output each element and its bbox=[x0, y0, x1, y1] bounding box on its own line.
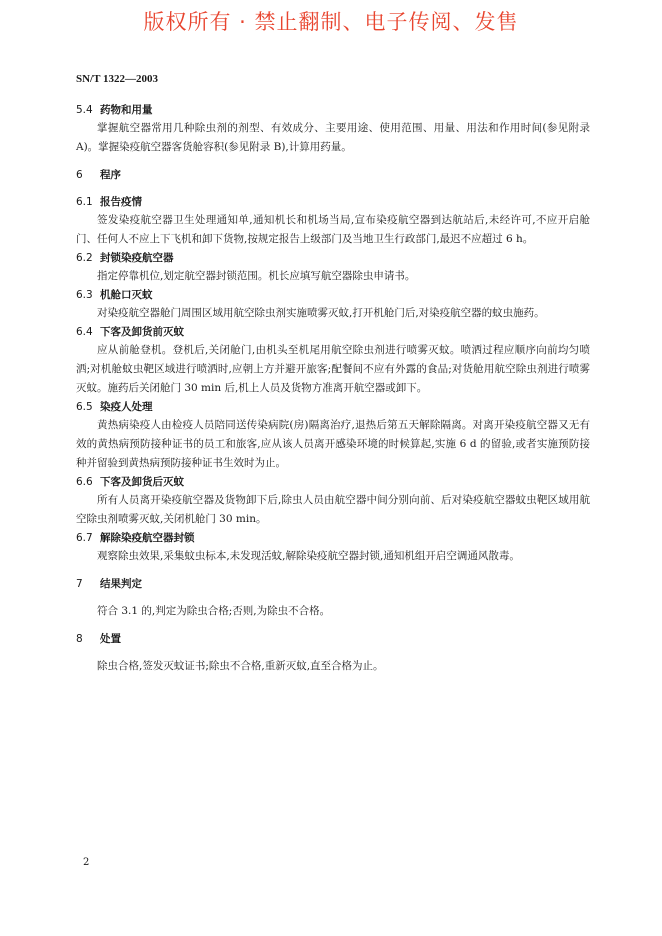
standard-code-header: SN/T 1322—2003 bbox=[76, 73, 159, 85]
section-title: 解除染疫航空器封锁 bbox=[100, 532, 195, 544]
section-paragraph-7: 符合 3.1 的,判定为除虫合格;否则,为除虫不合格。 bbox=[97, 605, 331, 617]
section-heading-7 bbox=[76, 575, 590, 593]
section-number: 6.3 bbox=[76, 289, 93, 301]
section-paragraph-6-7: 观察除虫效果,采集蚊虫标本,未发现活蚊,解除染疫航空器封锁,通知机组开启空调通风散毒。 bbox=[97, 550, 520, 562]
section-heading-6-5 bbox=[76, 398, 590, 416]
section-paragraph-5-4: 掌握航空器常用几种除虫剂的剂型、有效成分、主要用途、使用范围、用量、用法和作用时间(参见附录 A)。掌握染疫航空器客货舱容积(参见附录 B),计算用药量。 bbox=[76, 122, 590, 153]
section-title: 封锁染疫航空器 bbox=[100, 252, 174, 264]
section-paragraph-6-4: 应从前舱登机。登机后,关闭舱门,由机头至机尾用航空除虫剂进行喷雾灭蚊。喷洒过程应顺序向前均匀喷洒;对机舱蚊虫靶区域进行喷洒时,应朝上方并避开旅客;配餐间不应有外露的食品;对货舱用航空除虫剂进行喷雾灭蚊。施药后关闭舱门 30 min 后,机上人员及货物方准离开航空器或卸下。 bbox=[76, 344, 590, 394]
section-number: 6.7 bbox=[76, 532, 93, 544]
section-title: 报告疫情 bbox=[100, 196, 142, 208]
section-title: 机舱口灭蚊 bbox=[100, 289, 153, 301]
section-title: 处置 bbox=[100, 633, 121, 645]
section-heading-8 bbox=[76, 630, 590, 648]
section-number: 6.6 bbox=[76, 476, 93, 488]
section-title: 程序 bbox=[100, 169, 121, 181]
section-number: 6.2 bbox=[76, 252, 93, 264]
document-body bbox=[76, 101, 590, 676]
section-heading-6-6 bbox=[76, 473, 590, 491]
section-paragraph-6-1: 签发染疫航空器卫生处理通知单,通知机长和机场当局,宣布染疫航空器到达航站后,未经许可,不应开启舱门、任何人不应上下飞机和卸下货物,按规定报告上级部门及当地卫生行政部门,最迟不应超过 6 h。 bbox=[76, 214, 590, 245]
section-heading-5-4 bbox=[76, 101, 590, 119]
section-title: 药物和用量 bbox=[100, 104, 153, 116]
section-title: 下客及卸货后灭蚊 bbox=[100, 476, 184, 488]
section-heading-6-7 bbox=[76, 529, 590, 547]
section-number: 6 bbox=[76, 169, 83, 181]
section-paragraph-6-6: 所有人员离开染疫航空器及货物卸下后,除虫人员由航空器中间分别向前、后对染疫航空器蚊虫靶区域用航空除虫剂喷雾灭蚊,关闭机舱门 30 min。 bbox=[76, 494, 590, 525]
page-number: 2 bbox=[83, 857, 90, 868]
section-number: 7 bbox=[76, 578, 83, 590]
section-paragraph-6-5: 黄热病染疫人由检疫人员陪同送传染病院(房)隔离治疗,退热后第五天解除隔离。对离开染疫航空器又无有效的黄热病预防接种证书的员工和旅客,应从该人员离开感染环境的时候算起,实施 6 d 的留验,或者实施预防接种并留验到黄热病预防接种证书生效时为止。 bbox=[76, 419, 590, 469]
section-heading-6-2 bbox=[76, 249, 590, 267]
section-heading-6-3 bbox=[76, 286, 590, 304]
section-number: 6.5 bbox=[76, 401, 93, 413]
watermark-banner: 版权所有 · 禁止翻制、电子传阅、发售 bbox=[143, 10, 519, 34]
section-title: 结果判定 bbox=[100, 578, 142, 590]
section-number: 5.4 bbox=[76, 104, 93, 116]
section-title: 下客及卸货前灭蚊 bbox=[100, 326, 184, 338]
section-number: 8 bbox=[76, 633, 83, 645]
section-number: 6.1 bbox=[76, 196, 93, 208]
section-title: 染疫人处理 bbox=[100, 401, 153, 413]
section-heading-6-4 bbox=[76, 323, 590, 341]
section-number: 6.4 bbox=[76, 326, 93, 338]
section-paragraph-8: 除虫合格,签发灭蚊证书;除虫不合格,重新灭蚊,直至合格为止。 bbox=[97, 660, 384, 672]
section-heading-6-1 bbox=[76, 193, 590, 211]
section-paragraph-6-3: 对染疫航空器舱门周围区域用航空除虫剂实施喷雾灭蚊,打开机舱门后,对染疫航空器的蚊虫施药。 bbox=[97, 307, 545, 319]
section-heading-6 bbox=[76, 166, 590, 184]
section-paragraph-6-2: 指定停靠机位,划定航空器封锁范围。机长应填写航空器除虫申请书。 bbox=[97, 270, 416, 282]
